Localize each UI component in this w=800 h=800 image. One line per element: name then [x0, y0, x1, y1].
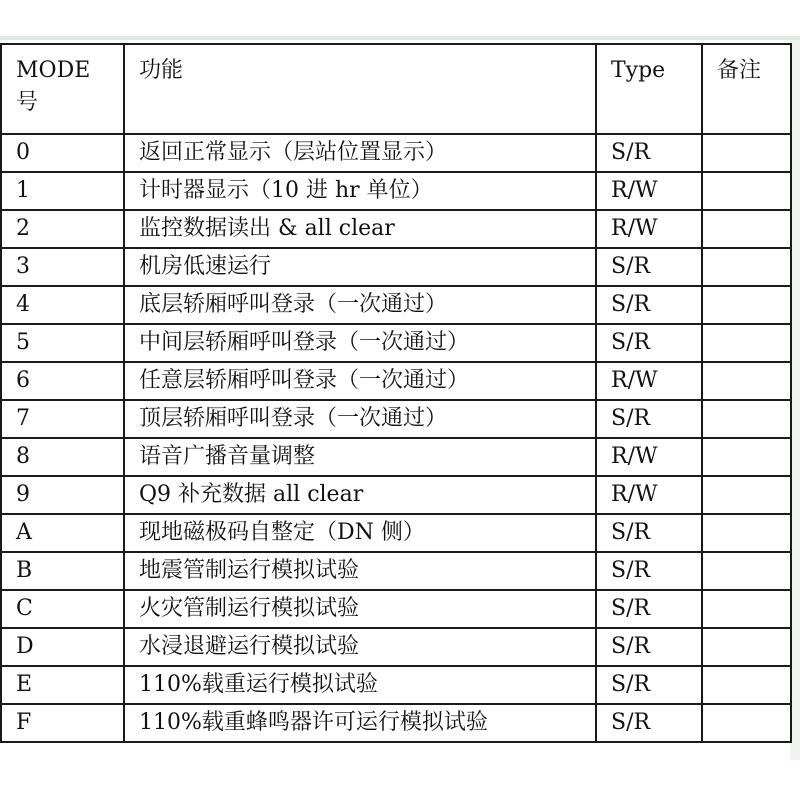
cell-type: S/R: [596, 552, 702, 590]
cell-remarks: [702, 248, 791, 286]
cell-remarks: [702, 514, 791, 552]
cell-function: 语音广播音量调整: [124, 438, 596, 476]
cell-type: S/R: [596, 514, 702, 552]
cell-type: S/R: [596, 400, 702, 438]
table-header-row: [1, 44, 791, 134]
cell-type: S/R: [596, 134, 702, 172]
cell-type: S/R: [596, 590, 702, 628]
cell-mode: D: [1, 628, 124, 666]
table-row: [1, 286, 791, 324]
cell-remarks: [702, 210, 791, 248]
cell-remarks: [702, 552, 791, 590]
table-row: [1, 362, 791, 400]
table-row: [1, 438, 791, 476]
cell-function: 中间层轿厢呼叫登录（一次通过）: [124, 324, 596, 362]
cell-function: 计时器显示（10 进 hr 单位）: [124, 172, 596, 210]
cell-mode: 7: [1, 400, 124, 438]
cell-type: R/W: [596, 438, 702, 476]
table-row: [1, 590, 791, 628]
cell-function: 地震管制运行模拟试验: [124, 552, 596, 590]
cell-mode: 9: [1, 476, 124, 514]
cell-function: 任意层轿厢呼叫登录（一次通过）: [124, 362, 596, 400]
header-mode-line2: 号: [16, 89, 39, 115]
cell-function: 底层轿厢呼叫登录（一次通过）: [124, 286, 596, 324]
table-row: [1, 210, 791, 248]
cell-mode: 8: [1, 438, 124, 476]
cell-remarks: [702, 324, 791, 362]
header-mode-line1: MODE: [16, 58, 91, 83]
cell-function: Q9 补充数据 all clear: [124, 476, 596, 514]
cell-function: 110%载重蜂鸣器许可运行模拟试验: [124, 704, 596, 742]
cell-remarks: [702, 362, 791, 400]
cell-function: 火灾管制运行模拟试验: [124, 590, 596, 628]
table-row: [1, 514, 791, 552]
cell-function: 监控数据读出 & all clear: [124, 210, 596, 248]
table-row: [1, 704, 791, 742]
cell-remarks: [702, 476, 791, 514]
cell-mode: 2: [1, 210, 124, 248]
cell-mode: 5: [1, 324, 124, 362]
cell-type: R/W: [596, 476, 702, 514]
cell-function: 返回正常显示（层站位置显示）: [124, 134, 596, 172]
header-remarks: 备注: [702, 44, 791, 134]
table-row: [1, 628, 791, 666]
cell-mode: F: [1, 704, 124, 742]
table-row: [1, 324, 791, 362]
header-function: 功能: [124, 44, 596, 134]
cell-type: S/R: [596, 324, 702, 362]
cell-remarks: [702, 400, 791, 438]
cell-mode: 1: [1, 172, 124, 210]
cell-mode: B: [1, 552, 124, 590]
table-row: [1, 248, 791, 286]
cell-function: 水浸退避运行模拟试验: [124, 628, 596, 666]
cell-function: 顶层轿厢呼叫登录（一次通过）: [124, 400, 596, 438]
cell-remarks: [702, 628, 791, 666]
cell-remarks: [702, 438, 791, 476]
cell-remarks: [702, 704, 791, 742]
mode-function-table: [0, 43, 792, 743]
table-row: [1, 400, 791, 438]
cell-type: S/R: [596, 666, 702, 704]
header-type: Type: [596, 44, 702, 134]
cell-mode: 6: [1, 362, 124, 400]
cell-type: R/W: [596, 172, 702, 210]
cell-mode: A: [1, 514, 124, 552]
cell-remarks: [702, 590, 791, 628]
cell-type: S/R: [596, 286, 702, 324]
cell-type: R/W: [596, 362, 702, 400]
cell-mode: C: [1, 590, 124, 628]
cell-function: 机房低速运行: [124, 248, 596, 286]
cell-type: S/R: [596, 628, 702, 666]
cell-mode: E: [1, 666, 124, 704]
table-row: [1, 552, 791, 590]
cell-function: 110%载重运行模拟试验: [124, 666, 596, 704]
cell-mode: 4: [1, 286, 124, 324]
header-mode: [1, 44, 124, 134]
cell-mode: 0: [1, 134, 124, 172]
table-row: [1, 134, 791, 172]
cell-remarks: [702, 666, 791, 704]
top-border-strip: [0, 36, 800, 40]
cell-remarks: [702, 172, 791, 210]
cell-type: S/R: [596, 704, 702, 742]
cell-mode: 3: [1, 248, 124, 286]
table-row: [1, 172, 791, 210]
table-row: [1, 476, 791, 514]
cell-remarks: [702, 134, 791, 172]
cell-remarks: [702, 286, 791, 324]
cell-function: 现地磁极码自整定（DN 侧）: [124, 514, 596, 552]
cell-type: S/R: [596, 248, 702, 286]
cell-type: R/W: [596, 210, 702, 248]
table-row: [1, 666, 791, 704]
